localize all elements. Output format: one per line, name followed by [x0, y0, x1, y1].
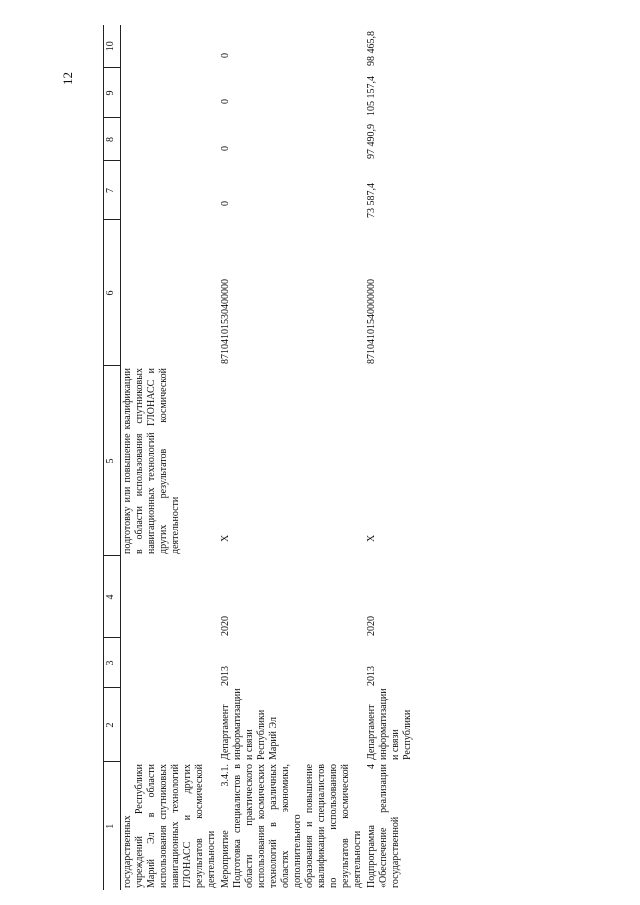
- value-cell: [121, 68, 220, 118]
- executor-cell: Департамент информатизации и связи Республики: [366, 688, 413, 760]
- value-cell: 73 587,4: [366, 183, 377, 218]
- value-cell: [121, 118, 220, 161]
- code-cell: [121, 220, 220, 366]
- column-number: 1: [104, 762, 121, 890]
- code-cell: 87104101540000000: [366, 279, 377, 364]
- column-number: 8: [104, 118, 121, 161]
- row-title-cell: Подпрограмма 4 «Обеспечение реализации государственной: [366, 764, 401, 888]
- table-row: [121, 25, 220, 890]
- result-cell: подготовку или повышение квалификации в области использования спутниковых навигационных технологий ГЛОНАСС и других результатов космической деятельности: [122, 368, 181, 554]
- value-cell: 97 490,9: [366, 124, 377, 159]
- end-year-cell: 2020: [220, 616, 231, 636]
- end-year-cell: [121, 556, 220, 638]
- column-number: 2: [104, 688, 121, 762]
- column-number-row: [104, 25, 121, 890]
- value-cell: [121, 25, 220, 68]
- column-number: 9: [104, 68, 121, 118]
- value-cell: 98 465,8: [366, 31, 377, 66]
- column-number: 7: [104, 161, 121, 220]
- page-number: 12: [60, 72, 75, 85]
- result-cell: Х: [366, 534, 377, 542]
- table-row: [365, 25, 415, 890]
- column-number: 5: [104, 366, 121, 556]
- column-number: 4: [104, 556, 121, 638]
- value-cell: 0: [220, 99, 231, 104]
- value-cell: [121, 161, 220, 220]
- end-year-cell: 2020: [366, 616, 377, 636]
- value-cell: 0: [220, 53, 231, 58]
- row-title-cell: Мероприятие 3.4.1. Подготовка специалистов в области практического использования космических технологий в различных областях экономики, дополнительного образования и повышение квалификации специалистов по использованию результатов космической деятельности: [220, 764, 363, 888]
- program-table: [103, 25, 415, 890]
- executor-cell: [121, 688, 220, 762]
- start-year-cell: 2013: [366, 666, 377, 686]
- code-cell: 87104101530400000: [220, 279, 231, 364]
- column-number: 10: [104, 25, 121, 68]
- value-cell: 0: [220, 146, 231, 151]
- start-year-cell: 2013: [220, 666, 231, 686]
- row-title-cell: государственных учреждений Республики Марий Эл в области использования спутниковых навигационных технологий ГЛОНАСС и других результатов космической деятельности: [122, 764, 217, 888]
- table-row: [219, 25, 365, 890]
- result-cell: Х: [220, 534, 231, 542]
- executor-cell: Департамент информатизации и связи Республики Марий Эл: [220, 688, 279, 760]
- start-year-cell: [121, 638, 220, 688]
- column-number: 3: [104, 638, 121, 688]
- column-number: 6: [104, 220, 121, 366]
- value-cell: 0: [220, 201, 231, 206]
- value-cell: 105 157,4: [366, 76, 377, 116]
